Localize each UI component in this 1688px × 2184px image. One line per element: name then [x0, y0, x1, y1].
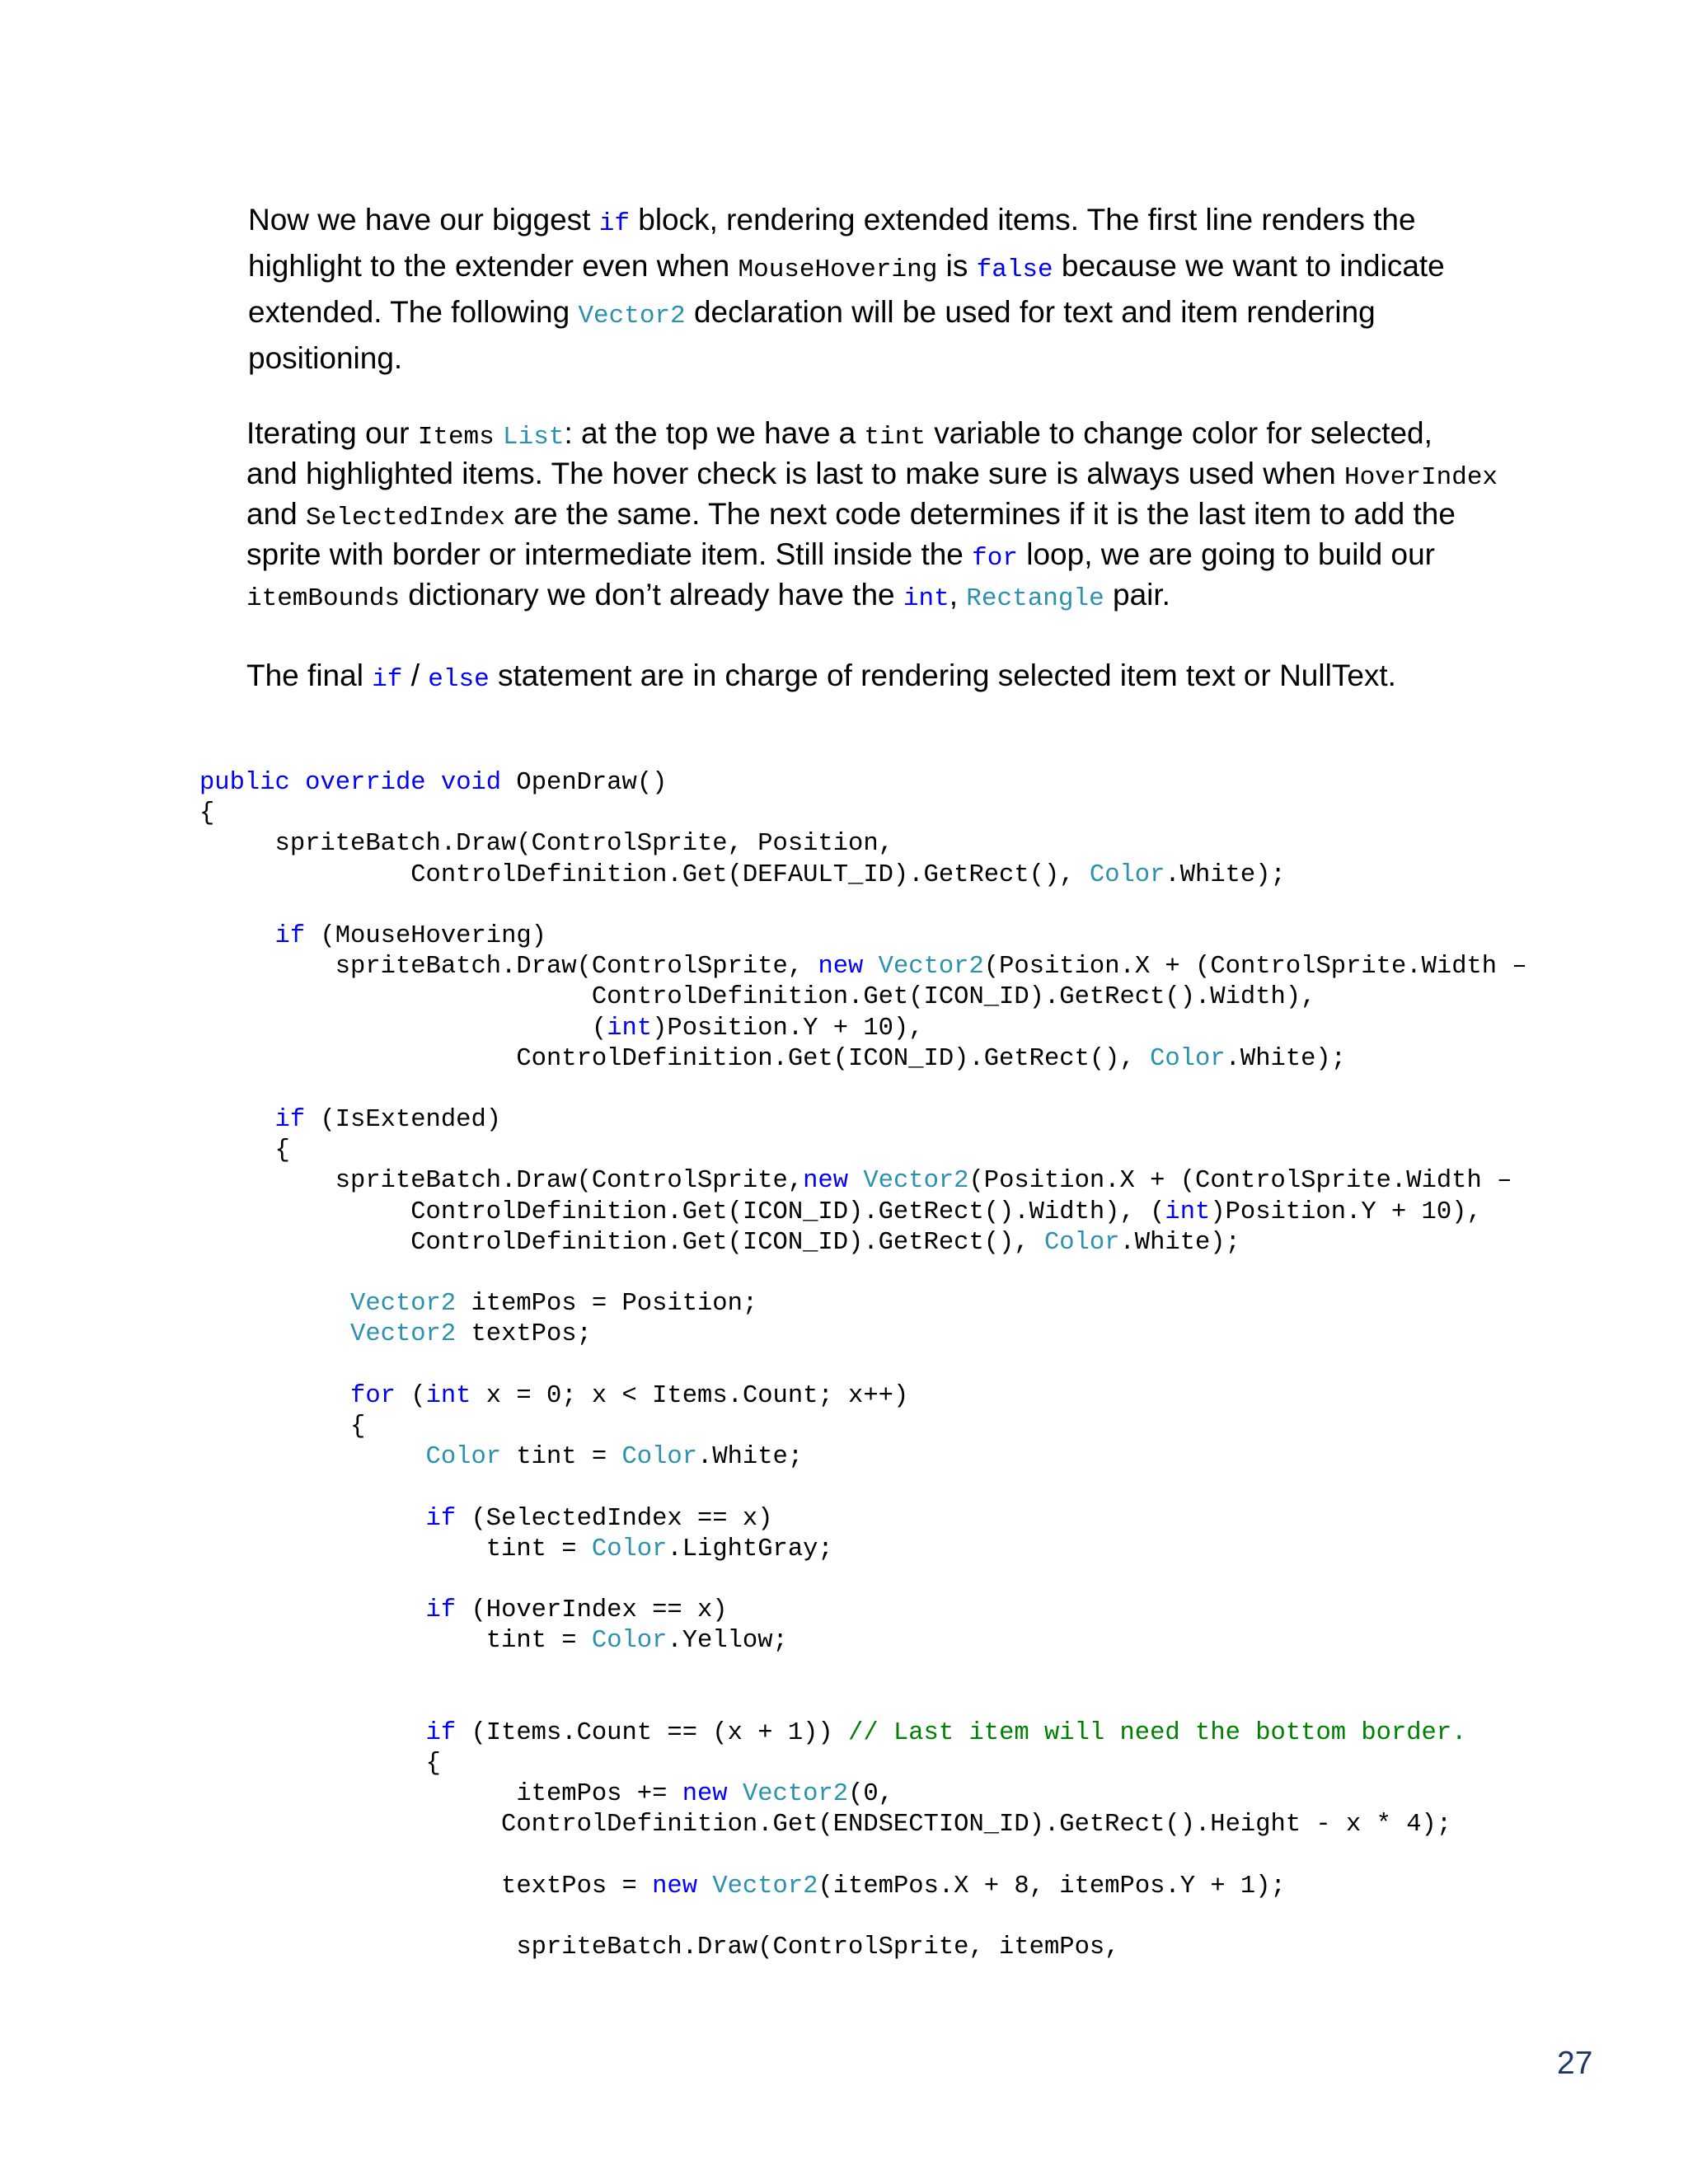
- code-token: (SelectedIndex == x): [456, 1504, 773, 1533]
- page-number: 27: [1557, 2046, 1593, 2081]
- code-keyword: public: [199, 769, 290, 797]
- code-token: spriteBatch.Draw(ControlSprite,: [199, 1167, 804, 1196]
- code-token: (MouseHovering): [305, 921, 546, 950]
- code-line: [199, 1872, 1527, 1902]
- inline-code: int: [903, 584, 950, 613]
- code-keyword: override: [305, 769, 426, 797]
- code-type: Vector2: [712, 1872, 818, 1900]
- paragraph-line: [248, 243, 1445, 289]
- code-token: spriteBatch.Draw(ControlSprite,: [199, 953, 818, 982]
- inline-code: HoverIndex: [1344, 463, 1498, 492]
- code-token: {: [199, 1750, 441, 1778]
- code-token: )Position.Y + 10),: [1210, 1197, 1482, 1226]
- code-line: [199, 1473, 1527, 1503]
- code-keyword: void: [440, 769, 502, 797]
- inline-code: Vector2: [578, 302, 686, 330]
- text-run: positioning.: [248, 341, 403, 375]
- code-token: ControlDefinition.Get(DEFAULT_ID).GetRect(),: [199, 860, 1090, 889]
- code-token: (0,: [848, 1780, 893, 1809]
- code-token: (: [199, 1014, 607, 1043]
- text-run: Now we have our biggest: [248, 203, 599, 237]
- paragraph-iterating-items: [246, 413, 1498, 615]
- text-run: Iterating our: [246, 416, 418, 450]
- inline-code: if: [372, 665, 403, 694]
- code-keyword: if: [274, 921, 306, 950]
- code-token: [199, 1290, 350, 1318]
- text-run: variable to change color for selected,: [925, 416, 1432, 450]
- paragraph-line: [246, 574, 1498, 615]
- code-line: [199, 1535, 1527, 1565]
- inline-code: MouseHovering: [738, 255, 938, 284]
- code-line: [199, 1626, 1527, 1657]
- code-keyword: new: [818, 953, 864, 982]
- code-keyword: new: [803, 1167, 849, 1196]
- code-line: [199, 921, 1527, 952]
- code-line: [199, 1319, 1527, 1350]
- code-line: [199, 1351, 1527, 1381]
- text-run: and: [246, 497, 307, 531]
- code-type: Color: [425, 1443, 502, 1472]
- text-run: /: [402, 658, 429, 692]
- code-token: ControlDefinition.Get(ICON_ID).GetRect().Width), (: [199, 1197, 1165, 1226]
- text-run: pair.: [1104, 578, 1170, 612]
- code-line: [199, 829, 1527, 860]
- code-token: ControlDefinition.Get(ENDSECTION_ID).GetRect().Height - x * 4);: [199, 1811, 1452, 1840]
- code-keyword: for: [350, 1381, 396, 1410]
- inline-code: tint: [864, 423, 926, 452]
- text-run: because we want to indicate: [1053, 249, 1445, 283]
- code-line: [199, 1105, 1527, 1136]
- code-token: )Position.Y + 10),: [652, 1014, 924, 1043]
- inline-code: false: [976, 255, 1053, 284]
- code-token: [199, 1320, 350, 1348]
- code-token: [290, 769, 305, 797]
- paragraph-line: [246, 653, 1396, 699]
- inline-code: else: [428, 665, 490, 694]
- text-run: block, rendering extended items. The first line renders the: [629, 203, 1416, 237]
- code-token: [199, 1382, 350, 1410]
- inline-code: itemBounds: [246, 584, 401, 613]
- code-line: [199, 1688, 1527, 1718]
- code-type: Vector2: [350, 1320, 457, 1349]
- code-line: [199, 1933, 1527, 1963]
- code-token: .White);: [1165, 860, 1286, 889]
- text-run: declaration will be used for text and item rendering: [685, 295, 1376, 329]
- code-line: [199, 1565, 1527, 1596]
- code-line: [199, 860, 1527, 891]
- paragraph-line: [246, 453, 1498, 494]
- code-line: [199, 1075, 1527, 1105]
- code-token: (Items.Count == (x + 1)): [456, 1718, 849, 1747]
- code-line: [199, 1504, 1527, 1535]
- code-token: [199, 1106, 275, 1134]
- code-keyword: int: [1165, 1197, 1211, 1226]
- code-line: [199, 1779, 1527, 1810]
- code-token: [199, 1596, 426, 1624]
- code-line: [199, 1718, 1527, 1749]
- text-run: sprite with border or intermediate item. Still inside the: [246, 537, 973, 571]
- code-token: spriteBatch.Draw(ControlSprite, Position,: [199, 830, 893, 859]
- code-token: textPos =: [199, 1872, 653, 1900]
- code-token: [426, 769, 441, 797]
- code-line: [199, 1258, 1527, 1289]
- code-type: Vector2: [863, 1167, 969, 1196]
- code-line: [199, 1657, 1527, 1687]
- paragraph-line: [246, 494, 1498, 534]
- code-token: (HoverIndex == x): [456, 1596, 728, 1625]
- code-token: .White;: [697, 1443, 804, 1472]
- text-run: : at the top we have a: [564, 416, 865, 450]
- code-type: Vector2: [742, 1780, 849, 1809]
- text-run: extended. The following: [248, 295, 579, 329]
- paragraph-line: [246, 413, 1498, 453]
- paragraph-line: [246, 534, 1498, 574]
- code-token: [697, 1872, 712, 1900]
- code-token: tint =: [501, 1443, 622, 1472]
- code-keyword: int: [425, 1381, 471, 1410]
- code-token: ControlDefinition.Get(ICON_ID).GetRect(),: [199, 1228, 1044, 1257]
- code-keyword: int: [607, 1014, 653, 1043]
- code-token: x = 0; x < Items.Count; x++): [471, 1381, 909, 1410]
- inline-code: if: [598, 209, 630, 238]
- code-token: [848, 1167, 863, 1195]
- code-line: [199, 1228, 1527, 1258]
- code-token: [863, 953, 878, 981]
- code-keyword: if: [274, 1106, 306, 1135]
- code-keyword: if: [425, 1718, 457, 1747]
- code-line: [199, 1136, 1527, 1166]
- code-token: (: [395, 1381, 426, 1410]
- code-token: [199, 1443, 426, 1471]
- code-token: .White);: [1225, 1044, 1347, 1073]
- code-token: (IsExtended): [305, 1106, 502, 1135]
- code-line: [199, 768, 1527, 799]
- code-token: {: [199, 1412, 366, 1441]
- code-line: [199, 1014, 1527, 1044]
- code-type: Color: [1089, 860, 1165, 889]
- text-run: ,: [949, 578, 967, 612]
- code-type: Color: [621, 1443, 698, 1472]
- code-token: ControlDefinition.Get(ICON_ID).GetRect().Width),: [199, 983, 1316, 1012]
- text-run: highlight to the extender even when: [248, 249, 738, 283]
- code-token: [199, 1505, 426, 1533]
- inline-code: Items: [417, 423, 495, 452]
- code-type: Vector2: [878, 953, 984, 982]
- paragraph-line: [248, 197, 1445, 243]
- code-token: {: [199, 1137, 290, 1165]
- code-type: Color: [1150, 1044, 1226, 1073]
- code-keyword: if: [425, 1596, 457, 1625]
- text-run: is: [937, 249, 977, 283]
- code-type: Color: [591, 1535, 668, 1563]
- code-line: [199, 982, 1527, 1013]
- code-token: itemPos = Position;: [456, 1290, 758, 1319]
- code-token: OpenDraw(): [501, 769, 668, 797]
- text-run: loop, we are going to build our: [1017, 537, 1435, 571]
- inline-code: List: [503, 423, 565, 452]
- code-token: [199, 1719, 426, 1747]
- code-keyword: new: [652, 1872, 698, 1900]
- code-line: [199, 1044, 1527, 1075]
- inline-code: SelectedIndex: [306, 504, 505, 532]
- code-type: Color: [1043, 1228, 1120, 1257]
- code-line: [199, 1596, 1527, 1626]
- inline-code: for: [972, 544, 1018, 573]
- code-token: .LightGray;: [667, 1535, 833, 1563]
- code-token: textPos;: [456, 1320, 592, 1349]
- text-run: and highlighted items. The hover check is last to make sure is always used when: [246, 457, 1344, 490]
- code-token: ControlDefinition.Get(ICON_ID).GetRect(),: [199, 1044, 1151, 1073]
- text-run: The final: [246, 658, 373, 692]
- text-run: [495, 416, 503, 450]
- code-line: [199, 1810, 1527, 1840]
- code-line: [199, 1289, 1527, 1319]
- code-keyword: new: [682, 1780, 728, 1809]
- text-run: are the same. The next code determines if it is the last item to add the: [504, 497, 1456, 531]
- code-token: (Position.X + (ControlSprite.Width –: [968, 1167, 1512, 1196]
- code-line: [199, 1412, 1527, 1442]
- code-token: itemPos +=: [199, 1780, 682, 1809]
- paragraph-rendering-extended-items: [248, 197, 1445, 382]
- code-line: [199, 1841, 1527, 1872]
- code-line: [199, 799, 1527, 829]
- code-line: [199, 1749, 1527, 1779]
- code-line: [199, 1166, 1527, 1197]
- inline-code: Rectangle: [966, 584, 1104, 613]
- code-line: [199, 1381, 1527, 1412]
- code-comment: // Last item will need the bottom border.: [848, 1718, 1467, 1747]
- code-line: [199, 1442, 1527, 1473]
- code-token: .Yellow;: [667, 1627, 788, 1656]
- code-token: (itemPos.X + 8, itemPos.Y + 1);: [818, 1872, 1286, 1900]
- paragraph-line: [248, 335, 1445, 382]
- code-line: [199, 891, 1527, 921]
- text-run: statement are in charge of rendering selected item text or NullText.: [489, 658, 1396, 692]
- code-line: [199, 952, 1527, 982]
- code-line: [199, 1902, 1527, 1933]
- paragraph-line: [248, 289, 1445, 335]
- code-token: [728, 1780, 743, 1808]
- code-token: .White);: [1119, 1228, 1240, 1257]
- code-token: [199, 922, 275, 950]
- paragraph-final-if-else: [246, 653, 1396, 699]
- code-token: (Position.X + (ControlSprite.Width –: [983, 953, 1527, 982]
- code-token: spriteBatch.Draw(ControlSprite, itemPos,: [199, 1933, 1120, 1962]
- code-type: Color: [591, 1627, 668, 1656]
- code-token: tint =: [199, 1535, 592, 1563]
- code-keyword: if: [425, 1504, 457, 1533]
- code-listing-opendraw: [199, 768, 1527, 1963]
- code-line: [199, 1197, 1527, 1228]
- text-run: dictionary we don’t already have the: [400, 578, 903, 612]
- code-type: Vector2: [350, 1290, 457, 1319]
- code-token: tint =: [199, 1627, 592, 1656]
- code-token: {: [199, 799, 215, 828]
